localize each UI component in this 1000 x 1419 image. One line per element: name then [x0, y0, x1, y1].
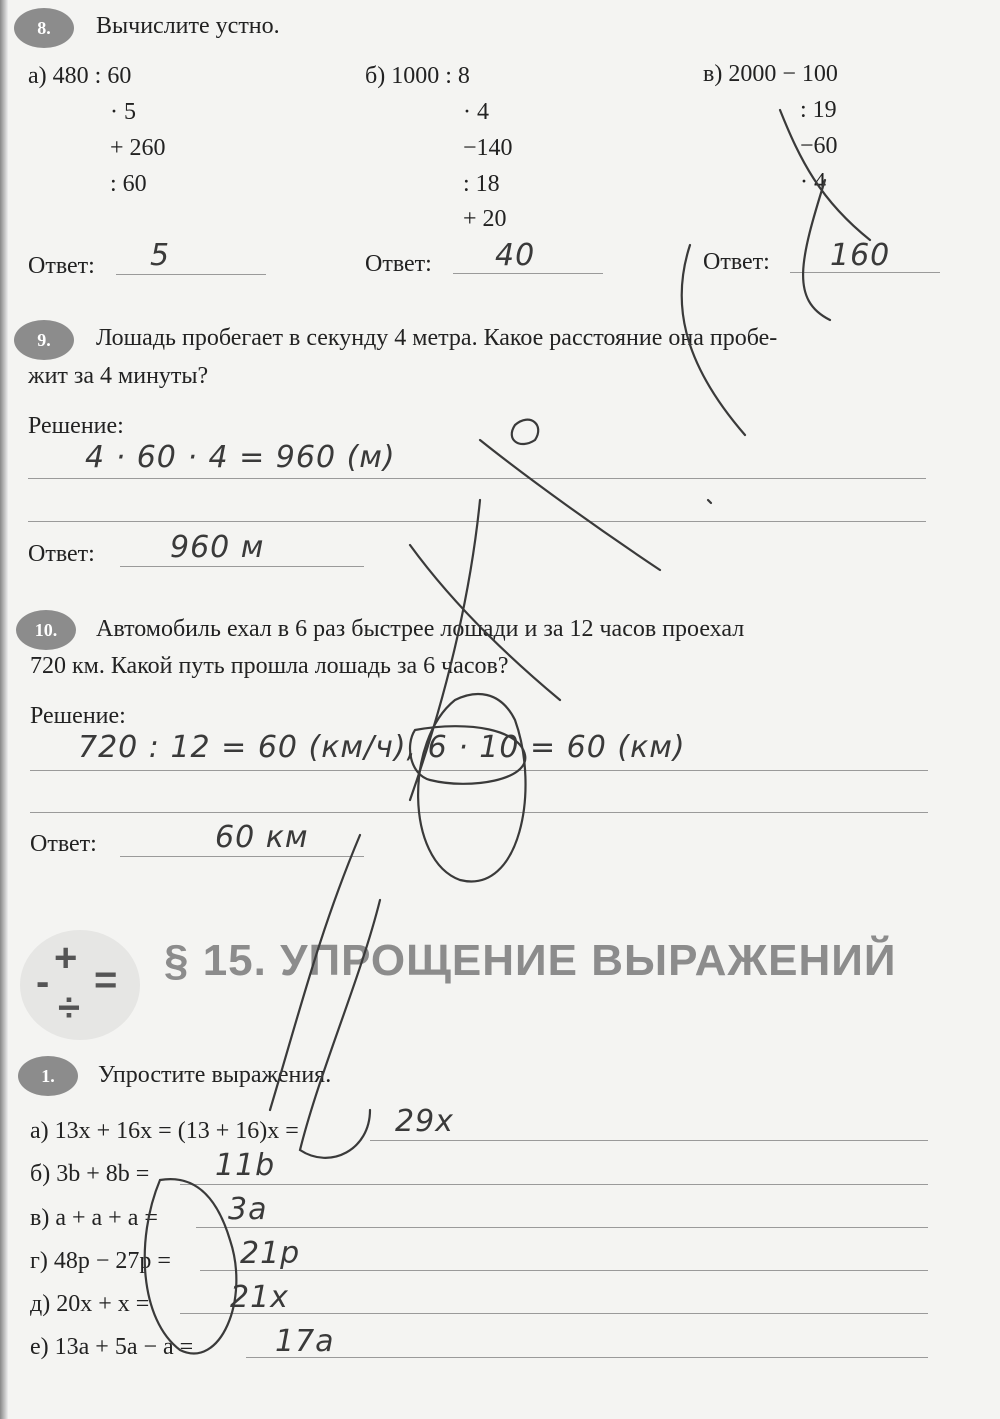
- task-1-item-e-answer[interactable]: 21x: [230, 1280, 289, 1315]
- task-8-a-line-2: · 5: [110, 99, 136, 125]
- equals-symbol-icon: =: [94, 958, 118, 1002]
- scribble-dot: [708, 500, 711, 503]
- task-1-item-f-line: [246, 1357, 928, 1358]
- task-1-item-f-answer[interactable]: 17a: [275, 1324, 335, 1359]
- task-1-item-d-answer[interactable]: 21p: [240, 1236, 301, 1271]
- task-8-c-line-1: в) 2000 − 100: [703, 61, 838, 87]
- section-title: § 15. УПРОЩЕНИЕ ВЫРАЖЕНИЙ: [164, 936, 897, 985]
- task-1-item-b-expr: б) 3b + 8b =: [30, 1161, 150, 1187]
- task-8-a-line-1: а) 480 : 60: [28, 63, 132, 89]
- task-1-item-c-line: [196, 1227, 928, 1228]
- task-9-text-line-1: Лошадь пробегает в секунду 4 метра. Какое расстояние она пробе-: [96, 325, 778, 351]
- task-8-a-line-4: : 60: [110, 171, 147, 197]
- task-8-answer-a[interactable]: 5: [150, 238, 171, 273]
- task-10-text-line-1: Автомобиль ехал в 6 раз быстрее лошади и за 12 часов проехал: [96, 616, 745, 642]
- task-10-solution-label: Решение:: [30, 703, 126, 729]
- scribble-circle-o: [418, 694, 525, 881]
- task-1-item-b-answer[interactable]: 11b: [215, 1148, 276, 1183]
- task-8-b-line-1: б) 1000 : 8: [365, 63, 470, 89]
- task-9-solution-label: Решение:: [28, 413, 124, 439]
- task-1-item-b-line: [180, 1184, 928, 1185]
- task-8-answer-b[interactable]: 40: [495, 238, 536, 273]
- task-10-solution-line-1: [30, 770, 928, 771]
- task-8-c-line-4: · 4: [800, 169, 826, 195]
- task-8-answer-label-b: Ответ:: [365, 251, 432, 277]
- task-9-solution-line-2: [28, 521, 926, 522]
- task-1-item-a-line: [370, 1140, 928, 1141]
- task-1-item-a-answer[interactable]: 29x: [395, 1104, 454, 1139]
- task-8-c-line-3: −60: [800, 133, 838, 159]
- task-9-text-line-2: жит за 4 минуты?: [28, 363, 209, 389]
- task-10-solution-line-2: [30, 812, 928, 813]
- scribble-slash-1: [480, 440, 660, 570]
- task-9-answer-line: [120, 566, 364, 567]
- task-10-number-badge: 10.: [16, 610, 76, 650]
- task-9-number-badge: 9.: [14, 320, 74, 360]
- task-9-solution-text[interactable]: 4 · 60 · 4 = 960 (м): [85, 440, 396, 475]
- section-math-symbols-icon: [20, 930, 140, 1040]
- task-8-number-badge: 8.: [14, 8, 74, 48]
- task-10-text-line-2: 720 км. Какой путь прошла лошадь за 6 часов?: [30, 653, 509, 679]
- task-8-b-line-3: −140: [463, 135, 513, 161]
- task-10-solution-text[interactable]: 720 : 12 = 60 (км/ч), 6 · 10 = 60 (км): [78, 730, 686, 765]
- task-1-title: Упростите выражения.: [98, 1062, 332, 1088]
- task-8-title: Вычислите устно.: [96, 13, 280, 39]
- task-8-answer-label-c: Ответ:: [703, 249, 770, 275]
- task-1-item-e-line: [180, 1313, 928, 1314]
- task-1-item-a-expr: а) 13x + 16x = (13 + 16)x =: [30, 1118, 299, 1144]
- task-8-answer-line-b: [453, 273, 603, 274]
- task-1-item-e-expr: д) 20x + x =: [30, 1291, 150, 1317]
- task-10-answer-line: [120, 856, 364, 857]
- task-10-answer-label: Ответ:: [30, 831, 97, 857]
- task-8-answer-c[interactable]: 160: [830, 238, 891, 273]
- task-8-c-line-2: : 19: [800, 97, 837, 123]
- task-9-answer-label: Ответ:: [28, 541, 95, 567]
- plus-symbol-icon: +: [54, 936, 78, 980]
- task-8-b-line-5: + 20: [463, 206, 507, 232]
- task-9-solution-line-1: [28, 478, 926, 479]
- task-1-number-badge: 1.: [18, 1056, 78, 1096]
- task-8-answer-line-a: [116, 274, 266, 275]
- task-10-answer[interactable]: 60 км: [215, 820, 309, 855]
- task-1-item-d-expr: г) 48p − 27p =: [30, 1248, 171, 1274]
- divide-symbol-icon: ÷: [58, 986, 80, 1030]
- page-edge: [0, 0, 8, 1419]
- scribble-letter-n: [270, 835, 380, 1158]
- task-8-answer-label-a: Ответ:: [28, 253, 95, 279]
- task-8-a-line-3: + 260: [110, 135, 166, 161]
- task-1-item-d-line: [200, 1270, 928, 1271]
- task-8-b-line-2: · 4: [463, 99, 489, 125]
- task-8-b-line-4: : 18: [463, 171, 500, 197]
- minus-symbol-icon: -: [36, 960, 50, 1004]
- task-1-item-c-expr: в) a + a + a =: [30, 1205, 158, 1231]
- scribble-letter-o-top: [512, 420, 538, 444]
- task-1-item-c-answer[interactable]: 3a: [228, 1192, 268, 1227]
- task-9-answer[interactable]: 960 м: [170, 530, 265, 565]
- task-1-item-f-expr: е) 13a + 5a − a =: [30, 1334, 194, 1360]
